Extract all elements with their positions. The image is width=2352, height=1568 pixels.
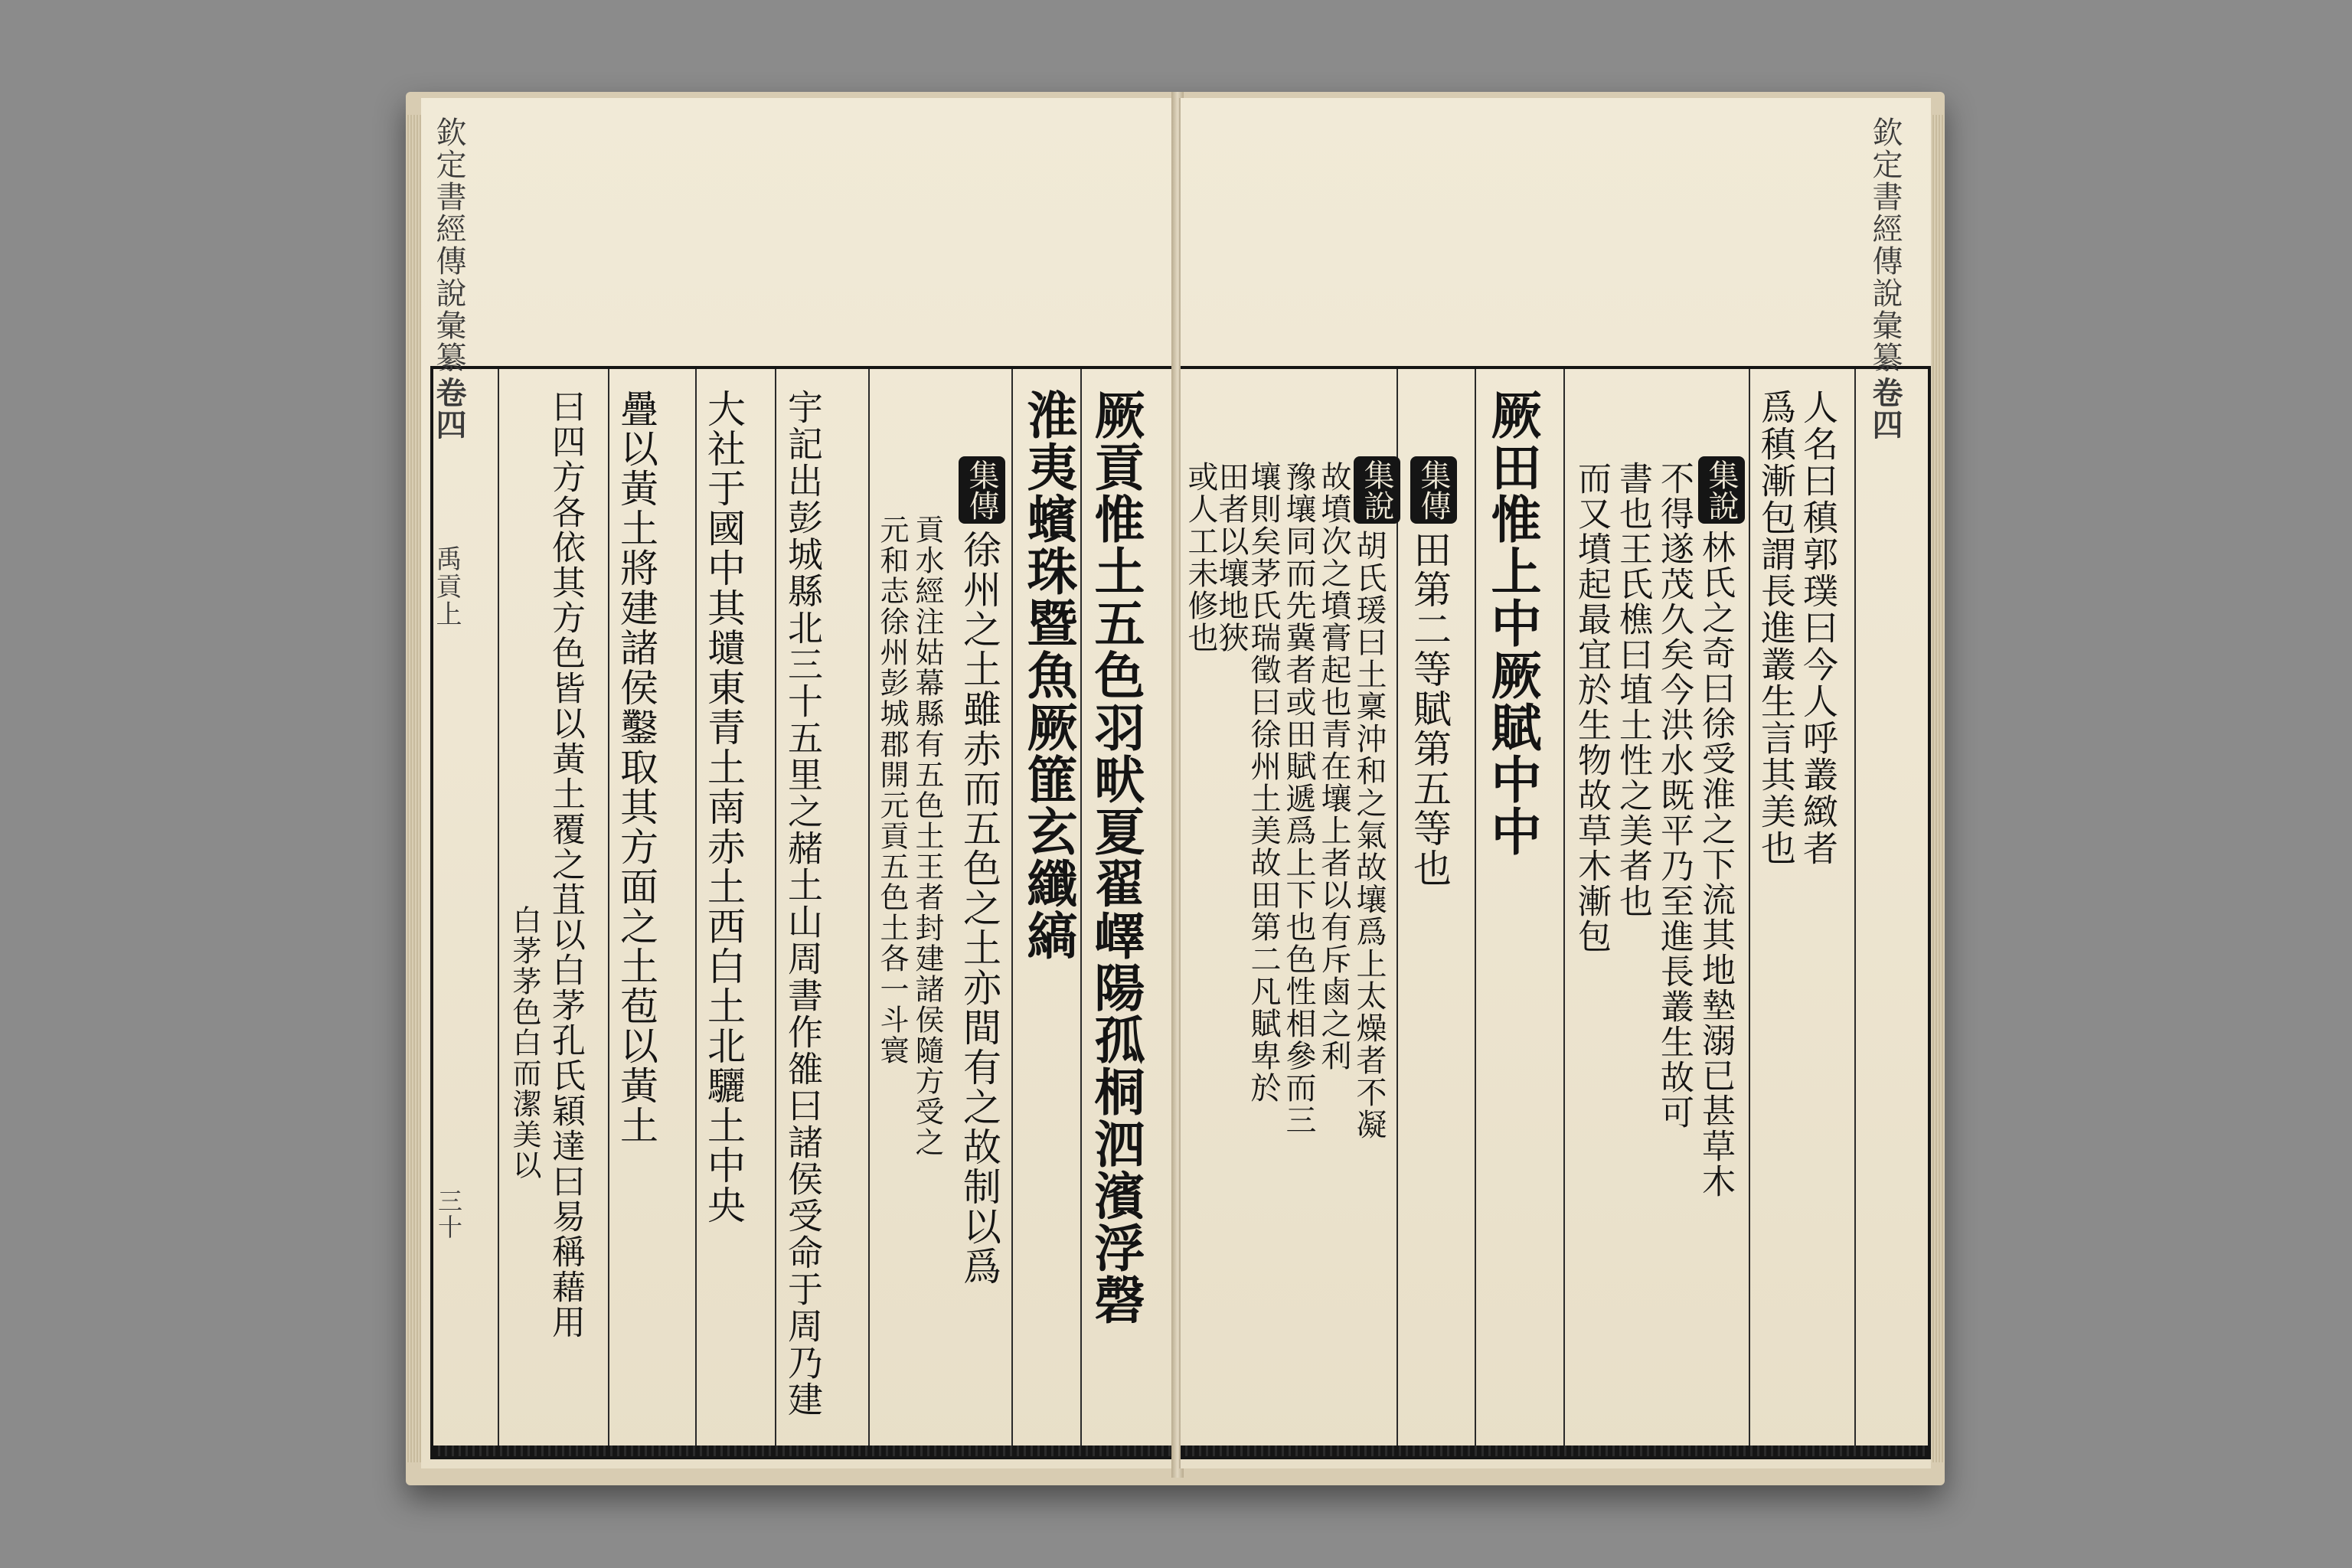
text-column-4: 不得遂茂久矣今洪水既平乃至進長叢生故可 [1655,461,1694,1130]
text-column-5: 元和志徐州彭城郡開元貢五色土各一斗寰 [875,514,909,1066]
column-rule [695,369,697,1456]
text-column-9: 胡氏瑗曰土稟沖和之氣故壤爲上太燥者不凝 [1351,530,1387,1141]
text-column-7: 大社于國中其壝東青土南赤土西白土北驪土中央 [701,389,746,1225]
column-rule [1563,369,1565,1456]
column-rule [1396,369,1398,1456]
left-page [421,98,1177,1468]
text-column-11: 豫壤同而先冀者或田賦遞爲上下也色性相參而三 [1281,461,1316,1136]
open-book [406,92,1945,1485]
text-column-12: 壤則矣茅氏瑞徵曰徐州土美故田第二凡賦卑於 [1246,461,1281,1104]
tag-label: 集傳 [959,456,1005,524]
column-rule [1011,369,1013,1456]
left-margin-volume: 卷四 [431,377,467,441]
tag-label: 集說 [1698,456,1745,524]
column-rule [868,369,870,1456]
text-column-7: 厥田惟上中厥賦中中 [1482,389,1542,858]
right-page [1179,98,1931,1468]
text-column-2: 爲稹漸包謂長進叢生言其美也 [1756,389,1797,867]
text-column-6: 宇記出彭城縣北三十五里之赭土山周書作雒曰諸侯受命于周乃建 [782,389,824,1418]
text-column-3: 林氏之奇曰徐受淮之下流其地墊溺已甚草木 [1696,530,1735,1199]
column-rule [775,369,776,1456]
bottom-border [433,1446,1191,1456]
bottom-border [1181,1446,1928,1456]
left-margin-title: 欽定書經傳說彙纂 [431,116,466,374]
text-column-1: 人名曰稹郭璞曰今人呼叢緻者 [1798,389,1839,867]
column-rule [1475,369,1476,1456]
text-column-5: 書也王氏樵曰埴土性之美者也 [1613,461,1652,919]
tag-label: 集傳 [1410,456,1457,524]
column-rule [1080,369,1082,1456]
right-margin-title: 欽定書經傳說彙纂 [1867,116,1903,374]
tag-jizhuan [1410,453,1457,527]
tag-jishuo-2 [1354,453,1400,527]
right-text-frame [1181,116,1931,1459]
text-column-6: 而又墳起最宜於生物故草木漸包 [1572,461,1611,954]
left-text-frame [430,116,1191,1459]
text-column-1: 厥貢惟土五色羽畎夏翟嶧陽孤桐泗濱浮磬 [1086,389,1145,1326]
tag-jishuo-1 [1698,453,1745,527]
column-rule [1854,369,1856,1456]
tag-label: 集說 [1354,456,1400,524]
page-edges-left [406,115,423,1462]
text-column-3: 徐州之土雖赤而五色之土亦間有之故制以爲 [957,530,1001,1286]
text-column-10: 故墳次之墳膏起也青在壤上者以有斥鹵之利 [1316,461,1351,1072]
text-column-8: 田第二等賦第五等也 [1407,530,1452,888]
column-rule [1749,369,1750,1456]
text-column-14: 或人工未修也 [1183,461,1218,654]
text-column-10: 白茅茅色白而潔美以 [508,905,541,1181]
right-margin-volume: 卷四 [1867,377,1903,441]
tag-jizhuan [959,453,1005,527]
text-column-2: 淮夷蠙珠暨魚厥篚玄纖縞 [1018,389,1078,962]
column-rule [498,369,499,1456]
left-margin-chapter: 禹貢上 [431,545,462,628]
text-column-8: 疊以黃土將建諸侯鑿取其方面之土苞以黃土 [614,389,658,1145]
column-rule [608,369,609,1456]
text-column-9: 曰四方各依其方色皆以黃土覆之苴以白茅孔氏穎達曰易稱藉用 [546,389,585,1340]
left-margin-folio: 三十 [434,1188,463,1240]
text-column-13: 田者以壤地狹 [1214,461,1249,654]
text-column-4: 貢水經注姑幕縣有五色土王者封建諸侯隨方受之 [910,514,944,1158]
